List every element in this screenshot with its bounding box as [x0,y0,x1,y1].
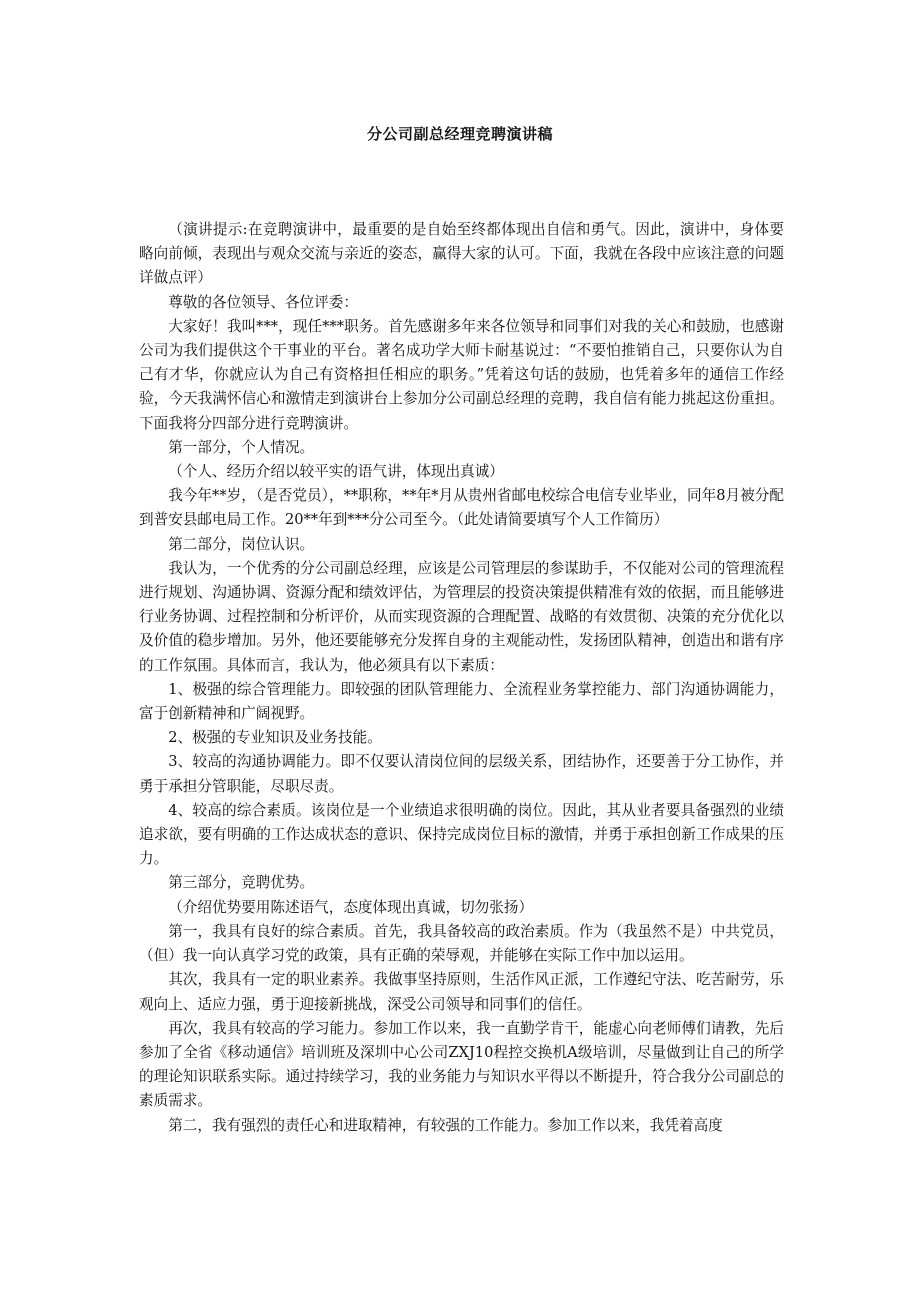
document-body [139,218,784,1138]
paragraph-greeting: 大家好！我叫***，现任***职务。首先感谢多年来各位领导和同事们对我的关心和鼓励，也感谢公司为我们提供这个干事业的平台。著名成功学大师卡耐基说过：“不要怕推销自己，只要你认为自己有才华，你就应认为自己有资格担任相应的职务。”凭着这句话的鼓励，也凭着多年的通信工作经验，今天我满怀信心和激情走到演讲台上参加分公司副总经理的竞聘，我自信有能力挑起这份重担。下面我将分四部分进行竞聘演讲。 [139,317,784,432]
section-heading-part-3: 第三部分，竞聘优势。 [168,874,315,892]
list-item-quality-1: 1、极强的综合管理能力。即较强的团队管理能力、全流程业务掌控能力、部门沟通协调能力，富于创新精神和广阔视野。 [139,680,784,723]
paragraph-tip-part-1: （个人、经历介绍以较平实的语气讲，体现出真诚） [168,463,504,481]
list-item-quality-3: 3、较高的沟通协调能力。即不仅要认清岗位间的层级关系，团结协作，还要善于分工协作，并勇于承担分管职能，尽职尽责。 [139,753,784,795]
paragraph-advantage-learning: 再次，我具有较高的学习能力。参加工作以来，我一直勤学肯干，能虚心向老师傅们请教，先后参加了全省《移动通信》培训班及深圳中心公司ZXJ10程控交换机A级培训，尽量做到让自己的所学的理论知识联系实际。通过持续学习，我的业务能力与知识水平得以不断提升，符合我分公司副总的素质需求。 [139,1019,784,1110]
paragraph-advantage-1: 第一，我具有良好的综合素质。首先，我具备较高的政治素质。作为（我虽然不是）中共党员，（但）我一向认真学习党的政策，具有正确的荣辱观，并能够在实际工作中加以运用。 [139,922,784,965]
paragraph-advantage-2: 第二，我有强烈的责任心和进取精神，有较强的工作能力。参加工作以来，我凭着高度 [168,1116,723,1134]
paragraph-personal-info: 我今年**岁，（是否党员），**职称，**年*月从贵州省邮电校综合电信专业毕业，同年8月被分配到普安县邮电局工作。20**年到***分公司至今。（此处请简要填写个人工作简历） [139,487,784,529]
paragraph-speech-tip: （演讲提示:在竞聘演讲中，最重要的是自始至终都体现出自信和勇气。因此，演讲中，身体要略向前倾，表现出与观众交流与亲近的姿态，赢得大家的认可。下面，我就在各段中应该注意的问题详做点评） [139,221,784,287]
section-heading-part-1: 第一部分，个人情况。 [168,438,315,456]
list-item-quality-4: 4、较高的综合素质。该岗位是一个业绩追求很明确的岗位。因此，其从业者要具备强烈的业绩追求欲，要有明确的工作达成状态的意识、保持完成岗位目标的激情，并勇于承担创新工作成果的压力。 [139,801,784,868]
paragraph-advantage-professionalism: 其次，我具有一定的职业素养。我做事坚持原则，生活作风正派，工作遵纪守法、吃苦耐劳，乐观向上、适应力强，勇于迎接新挑战，深受公司领导和同事们的信任。 [139,971,784,1013]
section-heading-part-2: 第二部分，岗位认识。 [168,535,315,553]
list-item-quality-2: 2、极强的专业知识及业务技能。 [168,729,382,747]
paragraph-tip-part-3: （介绍优势要用陈述语气，态度体现出真诚，切勿张扬） [168,898,534,916]
paragraph-role-understanding: 我认为，一个优秀的分公司副总经理，应该是公司管理层的参谋助手，不仅能对公司的管理流程进行规划、沟通协调、资源分配和绩效评估，为管理层的投资决策提供精准有效的依据，而且能够进行业务协调、过程控制和分析评价，从而实现资源的合理配置、战略的有效贯彻、决策的充分优化以及价值的稳步增加。另外，他还要能够充分发挥自身的主观能动性，发扬团队精神，创造出和谐有序的工作氛围。具体而言，我认为，他必须具有以下素质： [139,559,784,674]
paragraph-salutation: 尊敬的各位领导、各位评委： [168,293,358,311]
document-title: 分公司副总经理竞聘演讲稿 [366,125,553,143]
